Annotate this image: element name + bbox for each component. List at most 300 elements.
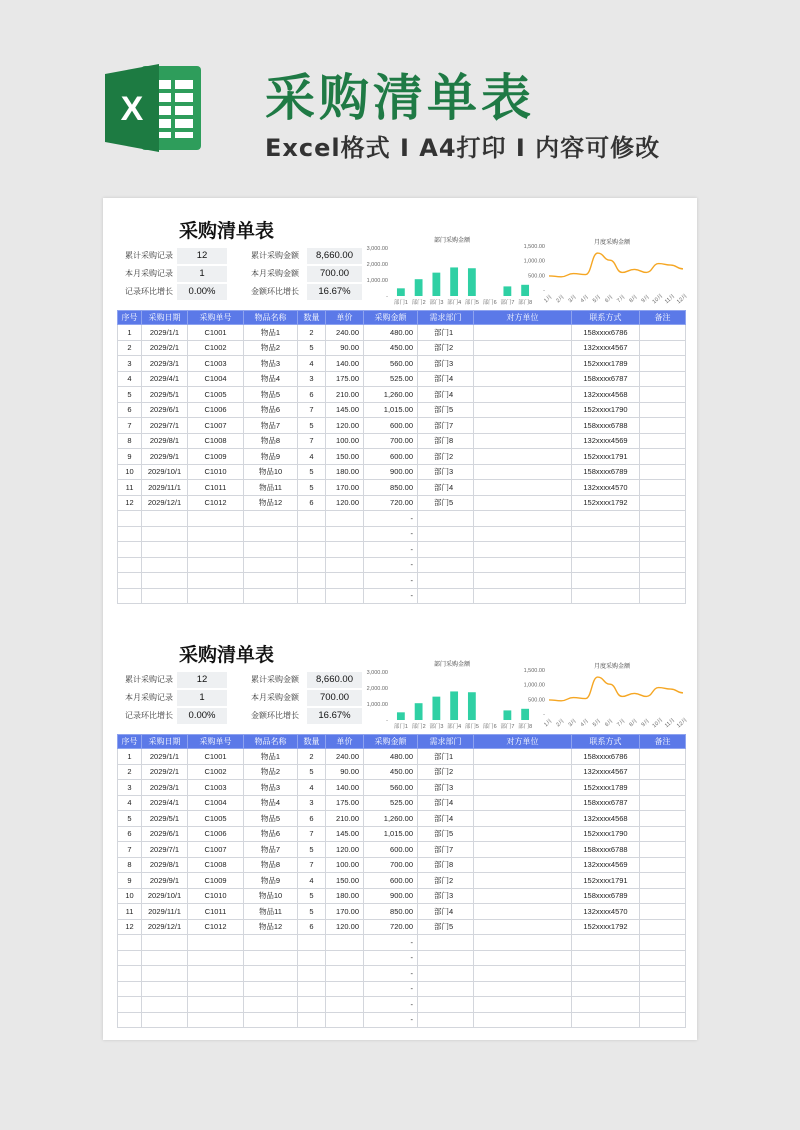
line-x-tick: 9月 <box>640 718 652 729</box>
table-cell <box>298 557 326 573</box>
table-cell: 560.00 <box>364 780 418 796</box>
table-row <box>118 811 686 827</box>
line-x-tick: 6月 <box>604 294 615 305</box>
table-cell <box>474 795 572 811</box>
bar-mark <box>503 710 511 720</box>
table-row <box>118 764 686 780</box>
table-cell: 145.00 <box>326 826 364 842</box>
column-header: 序号 <box>118 735 142 749</box>
table-cell: 2029/4/1 <box>142 371 188 387</box>
line-x-tick: 3月 <box>567 294 578 305</box>
table-cell: 152xxxx1791 <box>572 873 640 889</box>
table-cell: 部门4 <box>418 811 474 827</box>
column-header: 单价 <box>326 735 364 749</box>
table-cell: 152xxxx1789 <box>572 356 640 372</box>
table-cell: C1008 <box>188 857 244 873</box>
table-cell <box>640 480 686 496</box>
table-cell <box>474 557 572 573</box>
table-cell <box>474 387 572 403</box>
table-cell <box>188 573 244 589</box>
table-row <box>118 340 686 356</box>
line-y-tick: 1,000.00 <box>523 682 545 689</box>
stat-value: 8,660.00 <box>307 248 362 264</box>
table-row <box>118 371 686 387</box>
table-cell <box>118 588 142 604</box>
table-cell: 5 <box>298 418 326 434</box>
table-cell <box>474 588 572 604</box>
line-x-tick: 4月 <box>579 294 591 305</box>
table-cell <box>640 826 686 842</box>
table-cell <box>474 433 572 449</box>
table-cell <box>118 573 142 589</box>
table-cell <box>244 981 298 997</box>
table-cell <box>188 542 244 558</box>
table-cell <box>244 950 298 966</box>
table-cell: 12 <box>118 495 142 511</box>
table-cell <box>640 904 686 920</box>
table-cell: C1012 <box>188 919 244 935</box>
table-row <box>118 749 686 765</box>
table-cell: 物品2 <box>244 764 298 780</box>
table-cell: C1007 <box>188 418 244 434</box>
table-cell: 158xxxx6787 <box>572 795 640 811</box>
table-cell: 140.00 <box>326 356 364 372</box>
table-cell: 1,015.00 <box>364 402 418 418</box>
table-cell: 6 <box>298 387 326 403</box>
column-header: 需求部门 <box>418 311 474 325</box>
bar-y-tick: 2,000.00 <box>366 262 388 268</box>
empty-table-row <box>118 573 686 589</box>
column-header: 数量 <box>298 311 326 325</box>
table-cell: 5 <box>298 464 326 480</box>
table-cell: 部门5 <box>418 402 474 418</box>
table-cell <box>142 950 188 966</box>
line-x-tick: 1月 <box>543 294 554 305</box>
table-cell: 2029/4/1 <box>142 795 188 811</box>
table-cell <box>326 1012 364 1028</box>
table-cell <box>418 526 474 542</box>
table-cell: 525.00 <box>364 371 418 387</box>
stat-value: 0.00% <box>177 708 227 724</box>
table-cell: - <box>364 997 418 1013</box>
bar-x-tick: 部门3 <box>429 724 444 730</box>
line-x-tick: 11月 <box>663 717 677 730</box>
table-cell <box>118 526 142 542</box>
table-cell: 物品8 <box>244 857 298 873</box>
table-cell: 900.00 <box>364 464 418 480</box>
stat-value: 12 <box>177 672 227 688</box>
table-cell: 175.00 <box>326 371 364 387</box>
table-cell: 8 <box>118 433 142 449</box>
table-cell <box>474 480 572 496</box>
table-cell: 158xxxx6786 <box>572 325 640 341</box>
table-cell: 6 <box>298 919 326 935</box>
table-cell <box>474 526 572 542</box>
table-cell: - <box>364 950 418 966</box>
table-cell <box>640 340 686 356</box>
table-cell <box>474 1012 572 1028</box>
table-cell: 物品1 <box>244 749 298 765</box>
stat-value: 8,660.00 <box>307 672 362 688</box>
table-cell <box>188 511 244 527</box>
bar-x-tick: 部门3 <box>429 300 444 306</box>
line-x-tick: 5月 <box>591 718 603 729</box>
table-cell: 物品4 <box>244 795 298 811</box>
table-cell: 150.00 <box>326 449 364 465</box>
table-cell <box>188 935 244 951</box>
table-cell: 158xxxx6789 <box>572 888 640 904</box>
table-cell <box>298 1012 326 1028</box>
table-cell: 2029/3/1 <box>142 780 188 796</box>
table-cell <box>298 966 326 982</box>
line-x-tick: 1月 <box>543 718 554 729</box>
table-cell: 物品8 <box>244 433 298 449</box>
column-header: 对方单位 <box>474 311 572 325</box>
bar-mark <box>450 691 458 720</box>
table-cell <box>142 997 188 1013</box>
table-cell: 7 <box>298 826 326 842</box>
table-cell <box>640 981 686 997</box>
table-cell: C1002 <box>188 340 244 356</box>
sheet-title: 采购清单表 <box>179 644 275 666</box>
table-cell: 132xxxx4568 <box>572 811 640 827</box>
table-cell: C1006 <box>188 402 244 418</box>
column-header: 物品名称 <box>244 311 298 325</box>
table-cell: 180.00 <box>326 464 364 480</box>
table-cell <box>118 997 142 1013</box>
bar-mark <box>415 279 423 296</box>
bar-mark <box>468 268 476 296</box>
table-cell: 3 <box>298 795 326 811</box>
table-cell <box>640 542 686 558</box>
column-header: 联系方式 <box>572 735 640 749</box>
table-cell <box>640 997 686 1013</box>
table-cell <box>474 464 572 480</box>
bar-x-tick: 部门8 <box>518 724 533 730</box>
table-cell: 210.00 <box>326 387 364 403</box>
column-header: 采购金额 <box>364 311 418 325</box>
table-cell <box>474 511 572 527</box>
table-cell <box>572 542 640 558</box>
sheet-title: 采购清单表 <box>179 220 275 242</box>
line-y-tick: 1,000.00 <box>523 258 545 265</box>
sheet-paper <box>103 198 697 1040</box>
table-cell <box>572 997 640 1013</box>
table-row <box>118 418 686 434</box>
bar-chart-title: 部门采购金额 <box>433 662 471 668</box>
table-cell: 152xxxx1792 <box>572 919 640 935</box>
column-header: 对方单位 <box>474 735 572 749</box>
promo-title: 采购清单表 <box>265 69 535 127</box>
column-header: 联系方式 <box>572 311 640 325</box>
table-row <box>118 873 686 889</box>
bar-mark <box>415 703 423 720</box>
bar-mark <box>468 692 476 720</box>
table-cell: 7 <box>118 418 142 434</box>
table-cell <box>474 981 572 997</box>
table-cell: 物品12 <box>244 919 298 935</box>
table-cell: 2029/10/1 <box>142 464 188 480</box>
table-cell <box>118 966 142 982</box>
table-cell <box>640 811 686 827</box>
table-cell: 部门5 <box>418 919 474 935</box>
table-cell: 152xxxx1789 <box>572 780 640 796</box>
bar-x-tick: 部门4 <box>447 724 462 730</box>
table-row <box>118 402 686 418</box>
table-cell: 7 <box>298 857 326 873</box>
table-cell: C1006 <box>188 826 244 842</box>
table-cell <box>474 935 572 951</box>
table-cell: 部门5 <box>418 826 474 842</box>
table-cell: 部门8 <box>418 857 474 873</box>
line-x-tick: 10月 <box>651 293 665 306</box>
line-y-tick: 1,500.00 <box>523 668 545 674</box>
table-cell: C1011 <box>188 904 244 920</box>
table-cell <box>142 511 188 527</box>
table-cell <box>640 950 686 966</box>
table-cell <box>474 904 572 920</box>
bar-y-tick: 2,000.00 <box>366 686 388 692</box>
table-cell <box>326 573 364 589</box>
bar-x-tick: 部门2 <box>411 724 426 730</box>
table-cell: 部门2 <box>418 449 474 465</box>
table-cell <box>418 997 474 1013</box>
table-cell <box>418 981 474 997</box>
table-cell: 物品10 <box>244 464 298 480</box>
bar-y-tick: - <box>386 718 388 724</box>
table-cell <box>326 981 364 997</box>
bar-x-tick: 部门6 <box>482 300 497 306</box>
table-cell <box>640 418 686 434</box>
table-cell: 158xxxx6787 <box>572 371 640 387</box>
table-cell <box>640 402 686 418</box>
table-cell: - <box>364 935 418 951</box>
table-cell <box>640 588 686 604</box>
table-cell <box>572 526 640 542</box>
bar-mark <box>432 697 440 720</box>
table-cell: C1001 <box>188 749 244 765</box>
stat-value: 1 <box>177 266 227 282</box>
table-cell: 物品9 <box>244 873 298 889</box>
table-cell: 12 <box>118 919 142 935</box>
table-cell: 2 <box>298 749 326 765</box>
line-x-tick: 6月 <box>604 718 615 729</box>
table-row <box>118 842 686 858</box>
table-cell <box>474 418 572 434</box>
empty-table-row <box>118 950 686 966</box>
table-cell: 4 <box>298 780 326 796</box>
table-cell: 部门4 <box>418 371 474 387</box>
table-cell: 5 <box>118 811 142 827</box>
table-cell <box>474 888 572 904</box>
table-cell <box>572 588 640 604</box>
table-cell: 部门3 <box>418 780 474 796</box>
table-cell: 2029/11/1 <box>142 480 188 496</box>
table-cell: 7 <box>298 402 326 418</box>
table-cell: 2029/5/1 <box>142 811 188 827</box>
table-cell <box>474 449 572 465</box>
table-cell: 5 <box>298 764 326 780</box>
table-cell <box>244 557 298 573</box>
table-cell: 90.00 <box>326 764 364 780</box>
table-cell: 物品1 <box>244 325 298 341</box>
table-cell <box>640 888 686 904</box>
table-cell <box>326 511 364 527</box>
table-cell: C1011 <box>188 480 244 496</box>
table-cell: 480.00 <box>364 749 418 765</box>
table-cell <box>118 981 142 997</box>
table-row <box>118 495 686 511</box>
table-cell: 2029/2/1 <box>142 764 188 780</box>
table-cell: 5 <box>298 904 326 920</box>
stat-label: 累计采购记录 <box>125 251 173 260</box>
bar-y-tick: 3,000.00 <box>366 670 388 676</box>
table-cell: 部门1 <box>418 749 474 765</box>
table-cell <box>640 966 686 982</box>
table-cell: 物品6 <box>244 826 298 842</box>
bar-x-tick: 部门6 <box>482 724 497 730</box>
table-row <box>118 780 686 796</box>
table-cell: 170.00 <box>326 480 364 496</box>
table-cell <box>474 371 572 387</box>
table-cell <box>326 588 364 604</box>
table-cell: 5 <box>298 888 326 904</box>
table-cell <box>640 449 686 465</box>
table-cell <box>188 557 244 573</box>
table-cell <box>474 873 572 889</box>
table-cell <box>244 511 298 527</box>
table-cell: 2029/3/1 <box>142 356 188 372</box>
bar-x-tick: 部门7 <box>500 300 515 306</box>
table-cell <box>640 433 686 449</box>
line-x-tick: 10月 <box>651 717 665 730</box>
table-cell <box>418 511 474 527</box>
stat-label: 本月采购金额 <box>251 693 299 702</box>
table-cell: 2 <box>118 340 142 356</box>
table-cell: 152xxxx1790 <box>572 826 640 842</box>
table-cell <box>118 557 142 573</box>
table-cell: 物品6 <box>244 402 298 418</box>
line-x-tick: 5月 <box>591 294 603 305</box>
table-cell <box>474 826 572 842</box>
table-cell: 部门4 <box>418 795 474 811</box>
table-header-row <box>118 311 686 325</box>
line-x-tick: 7月 <box>616 718 627 729</box>
empty-table-row <box>118 981 686 997</box>
column-header: 采购金额 <box>364 735 418 749</box>
table-cell <box>640 842 686 858</box>
table-cell <box>572 1012 640 1028</box>
table-cell <box>474 340 572 356</box>
table-cell <box>298 542 326 558</box>
stat-value: 0.00% <box>177 284 227 300</box>
table-cell <box>188 1012 244 1028</box>
bar-mark <box>503 286 511 296</box>
table-cell: C1005 <box>188 387 244 403</box>
table-cell: 部门4 <box>418 387 474 403</box>
table-cell: 170.00 <box>326 904 364 920</box>
sheet-page-2 <box>117 622 687 1032</box>
empty-table-row <box>118 542 686 558</box>
table-cell: 物品3 <box>244 356 298 372</box>
table-cell: 2029/8/1 <box>142 433 188 449</box>
line-x-tick: 12月 <box>675 293 689 306</box>
table-cell: 120.00 <box>326 418 364 434</box>
table-cell <box>326 950 364 966</box>
table-cell <box>474 749 572 765</box>
stat-label: 累计采购金额 <box>251 675 299 684</box>
table-cell <box>418 966 474 982</box>
table-cell <box>142 542 188 558</box>
table-row <box>118 904 686 920</box>
table-cell: 152xxxx1792 <box>572 495 640 511</box>
table-cell: 9 <box>118 873 142 889</box>
table-cell: 4 <box>298 356 326 372</box>
table-cell <box>474 356 572 372</box>
purchase-table <box>117 310 686 604</box>
table-cell: 240.00 <box>326 325 364 341</box>
table-cell <box>298 950 326 966</box>
excel-logo-icon <box>103 62 203 154</box>
table-row <box>118 464 686 480</box>
table-cell: C1010 <box>188 888 244 904</box>
table-row <box>118 480 686 496</box>
table-cell: 720.00 <box>364 919 418 935</box>
table-cell <box>572 511 640 527</box>
stat-value: 16.67% <box>307 708 362 724</box>
table-cell: C1010 <box>188 464 244 480</box>
line-x-tick: 12月 <box>675 717 689 730</box>
table-cell: 120.00 <box>326 919 364 935</box>
table-cell <box>640 557 686 573</box>
table-cell: 4 <box>118 371 142 387</box>
table-cell <box>142 526 188 542</box>
table-cell <box>418 588 474 604</box>
table-cell: 6 <box>118 826 142 842</box>
dept-bar-chart <box>362 234 537 308</box>
table-cell: 132xxxx4569 <box>572 857 640 873</box>
table-cell: 6 <box>298 495 326 511</box>
stat-label: 记录环比增长 <box>125 287 173 296</box>
stat-value: 16.67% <box>307 284 362 300</box>
table-cell: 11 <box>118 904 142 920</box>
table-cell <box>474 495 572 511</box>
empty-table-row <box>118 526 686 542</box>
table-cell <box>474 842 572 858</box>
table-cell: 2029/7/1 <box>142 842 188 858</box>
table-cell <box>572 981 640 997</box>
column-header: 采购日期 <box>142 311 188 325</box>
line-x-tick: 7月 <box>616 294 627 305</box>
table-cell: - <box>364 557 418 573</box>
column-header: 备注 <box>640 735 686 749</box>
promo-banner <box>0 0 800 200</box>
table-cell <box>188 966 244 982</box>
bar-x-tick: 部门1 <box>393 724 408 730</box>
empty-table-row <box>118 1012 686 1028</box>
bar-y-tick: 1,000.00 <box>366 702 388 708</box>
table-cell <box>244 526 298 542</box>
table-cell <box>298 573 326 589</box>
table-cell <box>142 935 188 951</box>
table-cell: 850.00 <box>364 904 418 920</box>
table-cell <box>298 526 326 542</box>
line-x-tick: 8月 <box>628 294 639 305</box>
column-header: 需求部门 <box>418 735 474 749</box>
table-row <box>118 795 686 811</box>
empty-table-row <box>118 511 686 527</box>
table-cell <box>640 795 686 811</box>
